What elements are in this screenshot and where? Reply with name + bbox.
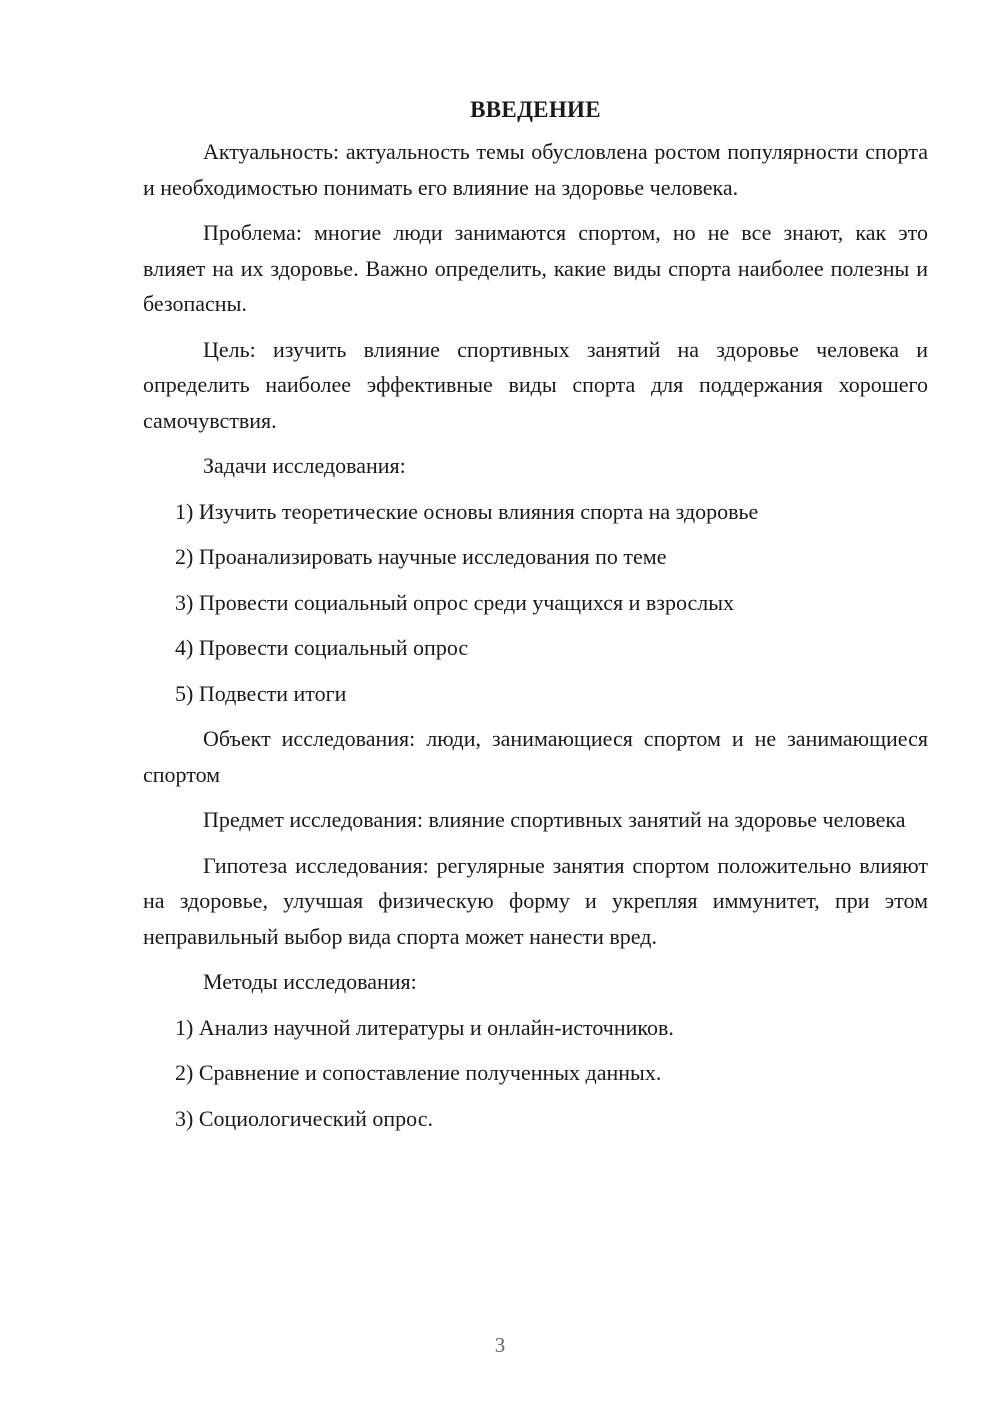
section-title: ВВЕДЕНИЕ bbox=[470, 97, 601, 122]
task-item: 1) Изучить теоретические основы влияния спорта на здоровье bbox=[175, 498, 759, 524]
goal-paragraph: Цель: изучить влияние спортивных занятий на здоровье человека и определить наиболее эффективные виды спорта для поддержания хорошего самочувствия. bbox=[143, 336, 928, 433]
method-item: 3) Социологический опрос. bbox=[175, 1105, 433, 1131]
problem-paragraph: Проблема: многие люди занимаются спортом, но не все знают, как это влияет на их здоровье. Важно определить, какие виды спорта наиболее полезны и безопасны. bbox=[143, 220, 928, 316]
task-item: 3) Провести социальный опрос среди учащихся и взрослых bbox=[175, 589, 735, 615]
method-item: 1) Анализ научной литературы и онлайн-источников. bbox=[175, 1014, 674, 1040]
task-item: 2) Проанализировать научные исследования по теме bbox=[175, 544, 667, 569]
page-number: 3 bbox=[494, 1333, 506, 1357]
hypothesis-paragraph: Гипотеза исследования: регулярные занятия спортом положительно влияют на здоровье, улучшая физическую форму и укрепляя иммунитет, при этом неправильный выбор вида спорта может нанести вред. bbox=[143, 852, 928, 949]
methods-heading: Методы исследования: bbox=[203, 969, 417, 994]
task-item: 5) Подвести итоги bbox=[175, 680, 347, 706]
subject-paragraph: Предмет исследования: влияние спортивных занятий на здоровье человека bbox=[203, 807, 906, 832]
task-item: 4) Провести социальный опрос bbox=[175, 635, 469, 660]
method-item: 2) Сравнение и сопоставление полученных данных. bbox=[175, 1060, 662, 1085]
document-page bbox=[143, 94, 928, 1146]
tasks-heading: Задачи исследования: bbox=[203, 453, 406, 478]
object-paragraph: Объект исследования: люди, занимающиеся спортом и не занимающиеся спортом bbox=[143, 726, 928, 787]
tasks-list bbox=[143, 494, 928, 712]
methods-list bbox=[143, 1010, 928, 1137]
relevance-paragraph: Актуальность: актуальность темы обусловлена ростом популярности спорта и необходимостью понимать его влияние на здоровье человека. bbox=[143, 139, 928, 200]
